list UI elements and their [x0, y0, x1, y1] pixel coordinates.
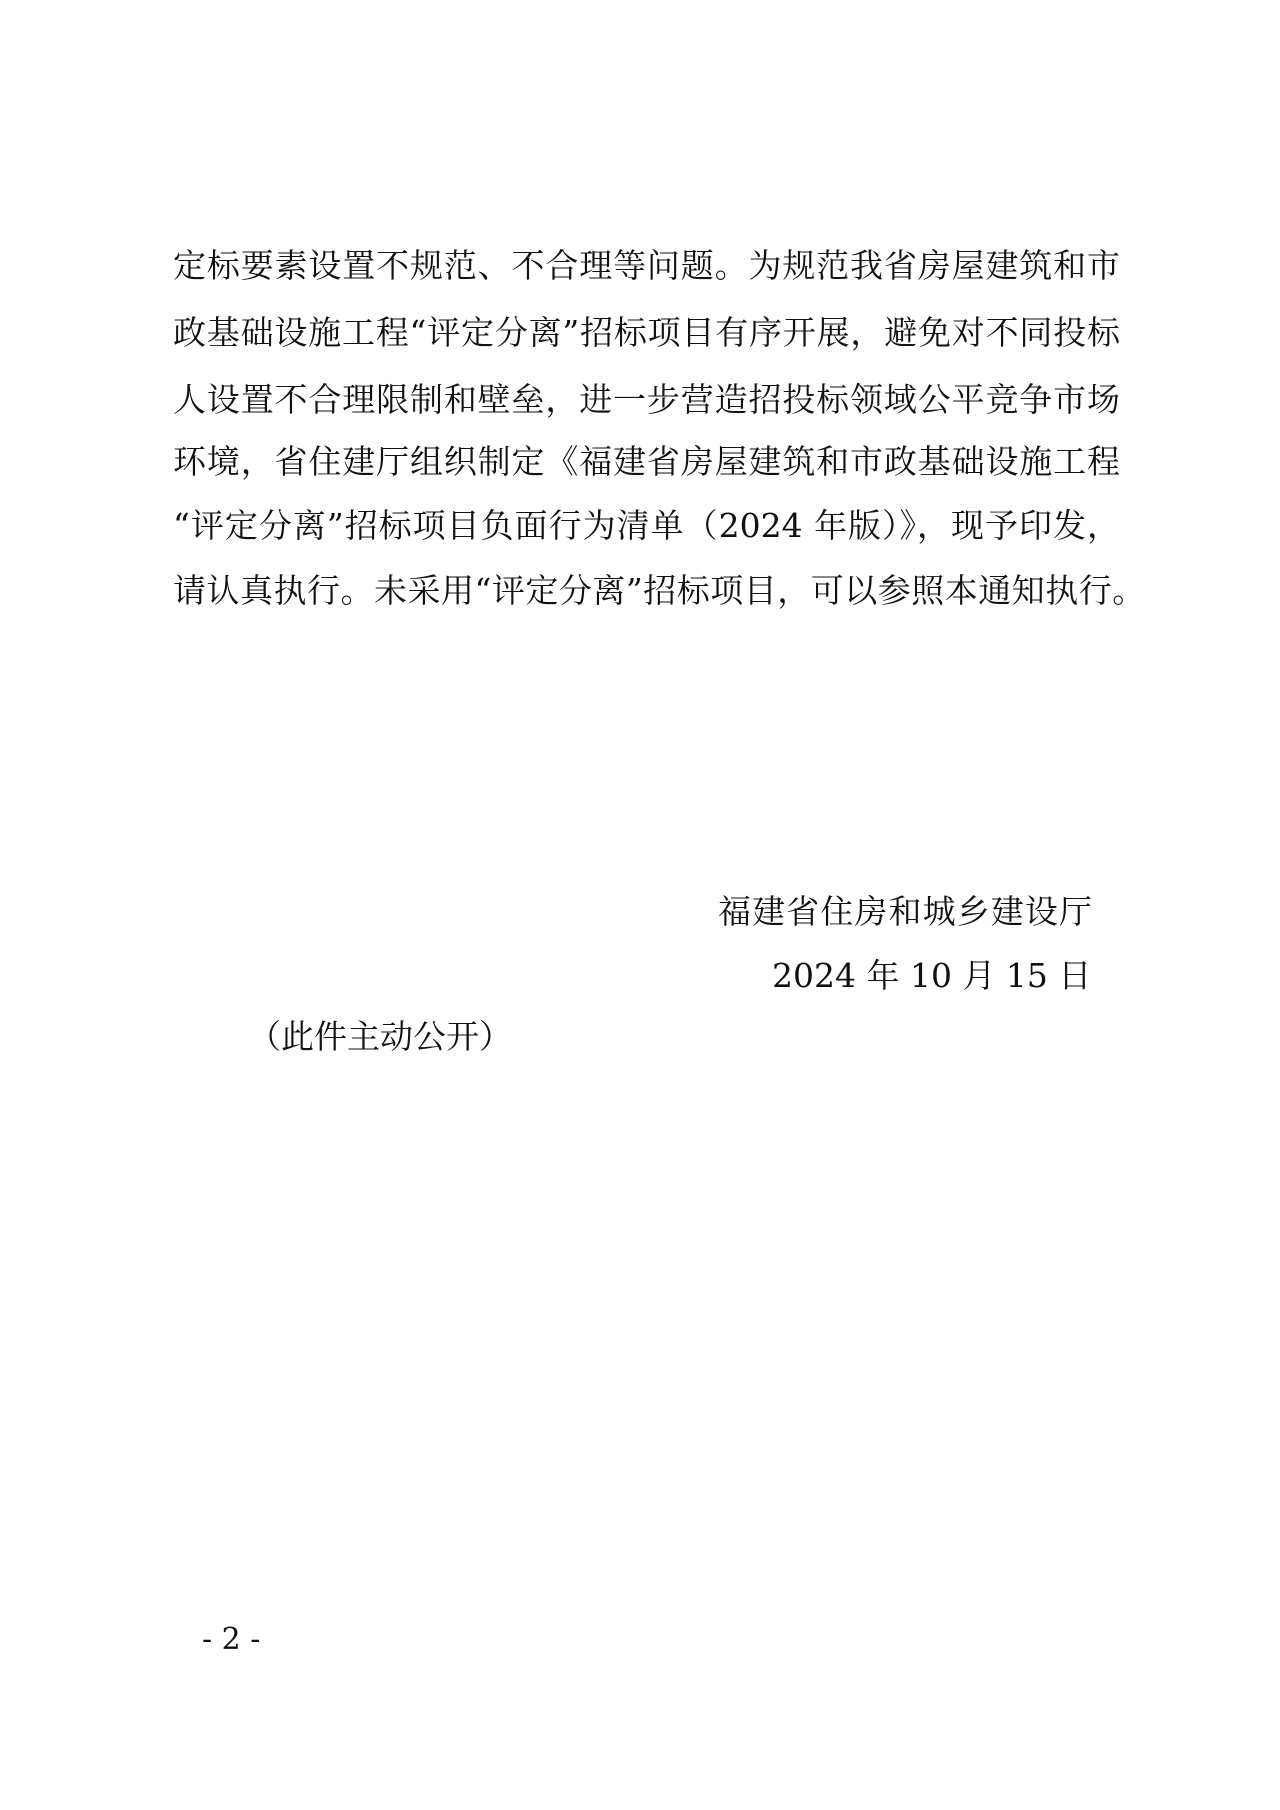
issuer-signature: 福建省住房和城乡建设厅 [718, 892, 1092, 931]
issue-date: 2024 年 10 月 15 日 [772, 956, 1092, 995]
body-line: 政基础设施工程“评定分离”招标项目有序开展，避免对不同投标 [173, 313, 1120, 352]
body-line: “评定分离”招标项目负面行为清单（2024 年版）》，现予印发， [173, 506, 1120, 545]
page-number: - 2 - [202, 1622, 261, 1657]
body-line: 人设置不合理限制和壁垒，进一步营造招投标领域公平竞争市场 [173, 380, 1120, 419]
disclosure-note: （此件主动公开） [248, 1017, 512, 1056]
body-line: 请认真执行。未采用“评定分离”招标项目，可以参照本通知执行。 [173, 571, 1146, 610]
body-line: 定标要素设置不规范、不合理等问题。为规范我省房屋建筑和市 [173, 246, 1120, 285]
body-line: 环境，省住建厅组织制定《福建省房屋建筑和市政基础设施工程 [173, 442, 1120, 481]
